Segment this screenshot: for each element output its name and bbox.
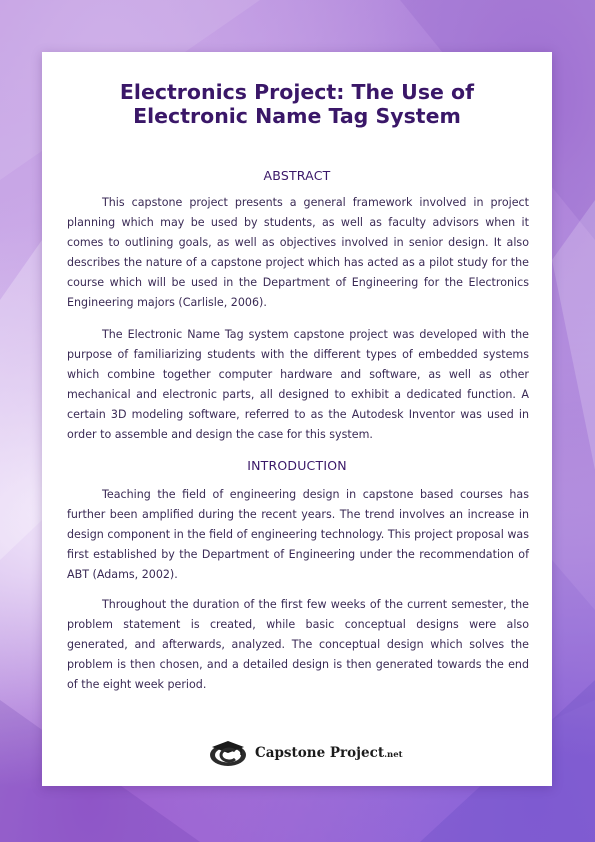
logo-wordmark (255, 745, 403, 761)
document-page (42, 52, 552, 786)
logo-suffix: .net (384, 750, 403, 760)
title-line-1: Electronics Project: The Use of (119, 80, 475, 104)
logo-name: Capstone Project (255, 745, 385, 761)
introduction-paragraph-1: Teaching the field of engineering design in capstone based courses has further been amplified during the recent years. The trend involves an increase in design component in the field of engineering technology. This project proposal was first established by the Department of Engineering under the recommendation of ABT (Adams, 2002). (67, 488, 529, 581)
abstract-paragraph-2: The Electronic Name Tag system capstone project was developed with the purpose of familiarizing students with the different types of embedded systems which combine together computer hardware and software, as well as other mechanical and electronic parts, all designed to exhibit a dedicated function. A certain 3D modeling software, referred to as the Autodesk Inventor was used in order to assemble and design the case for this system. (67, 328, 529, 441)
capstone-logo[interactable] (208, 736, 403, 770)
capstone-logo-icon (208, 738, 248, 768)
title-line-2: Electronic Name Tag System (133, 104, 461, 128)
introduction-heading: INTRODUCTION (247, 458, 347, 473)
abstract-heading: ABSTRACT (263, 168, 331, 183)
abstract-paragraph-1: This capstone project presents a general framework involved in project planning which may be used by students, as well as faculty advisors when it comes to outlining goals, as well as objectives involved in senior design. It also describes the nature of a capstone project which has acted as a pilot study for the course which will be used in the Department of Engineering for the Electronics Engineering majors (Carlisle, 2006). (67, 196, 529, 309)
document-title (42, 80, 552, 128)
introduction-paragraph-2: Throughout the duration of the first few weeks of the current semester, the problem statement is created, while basic conceptual designs were also generated, and afterwards, analyzed. The conceptual design which solves the problem is then chosen, and a detailed design is then generated towards the end of the eight week period. (67, 598, 529, 691)
